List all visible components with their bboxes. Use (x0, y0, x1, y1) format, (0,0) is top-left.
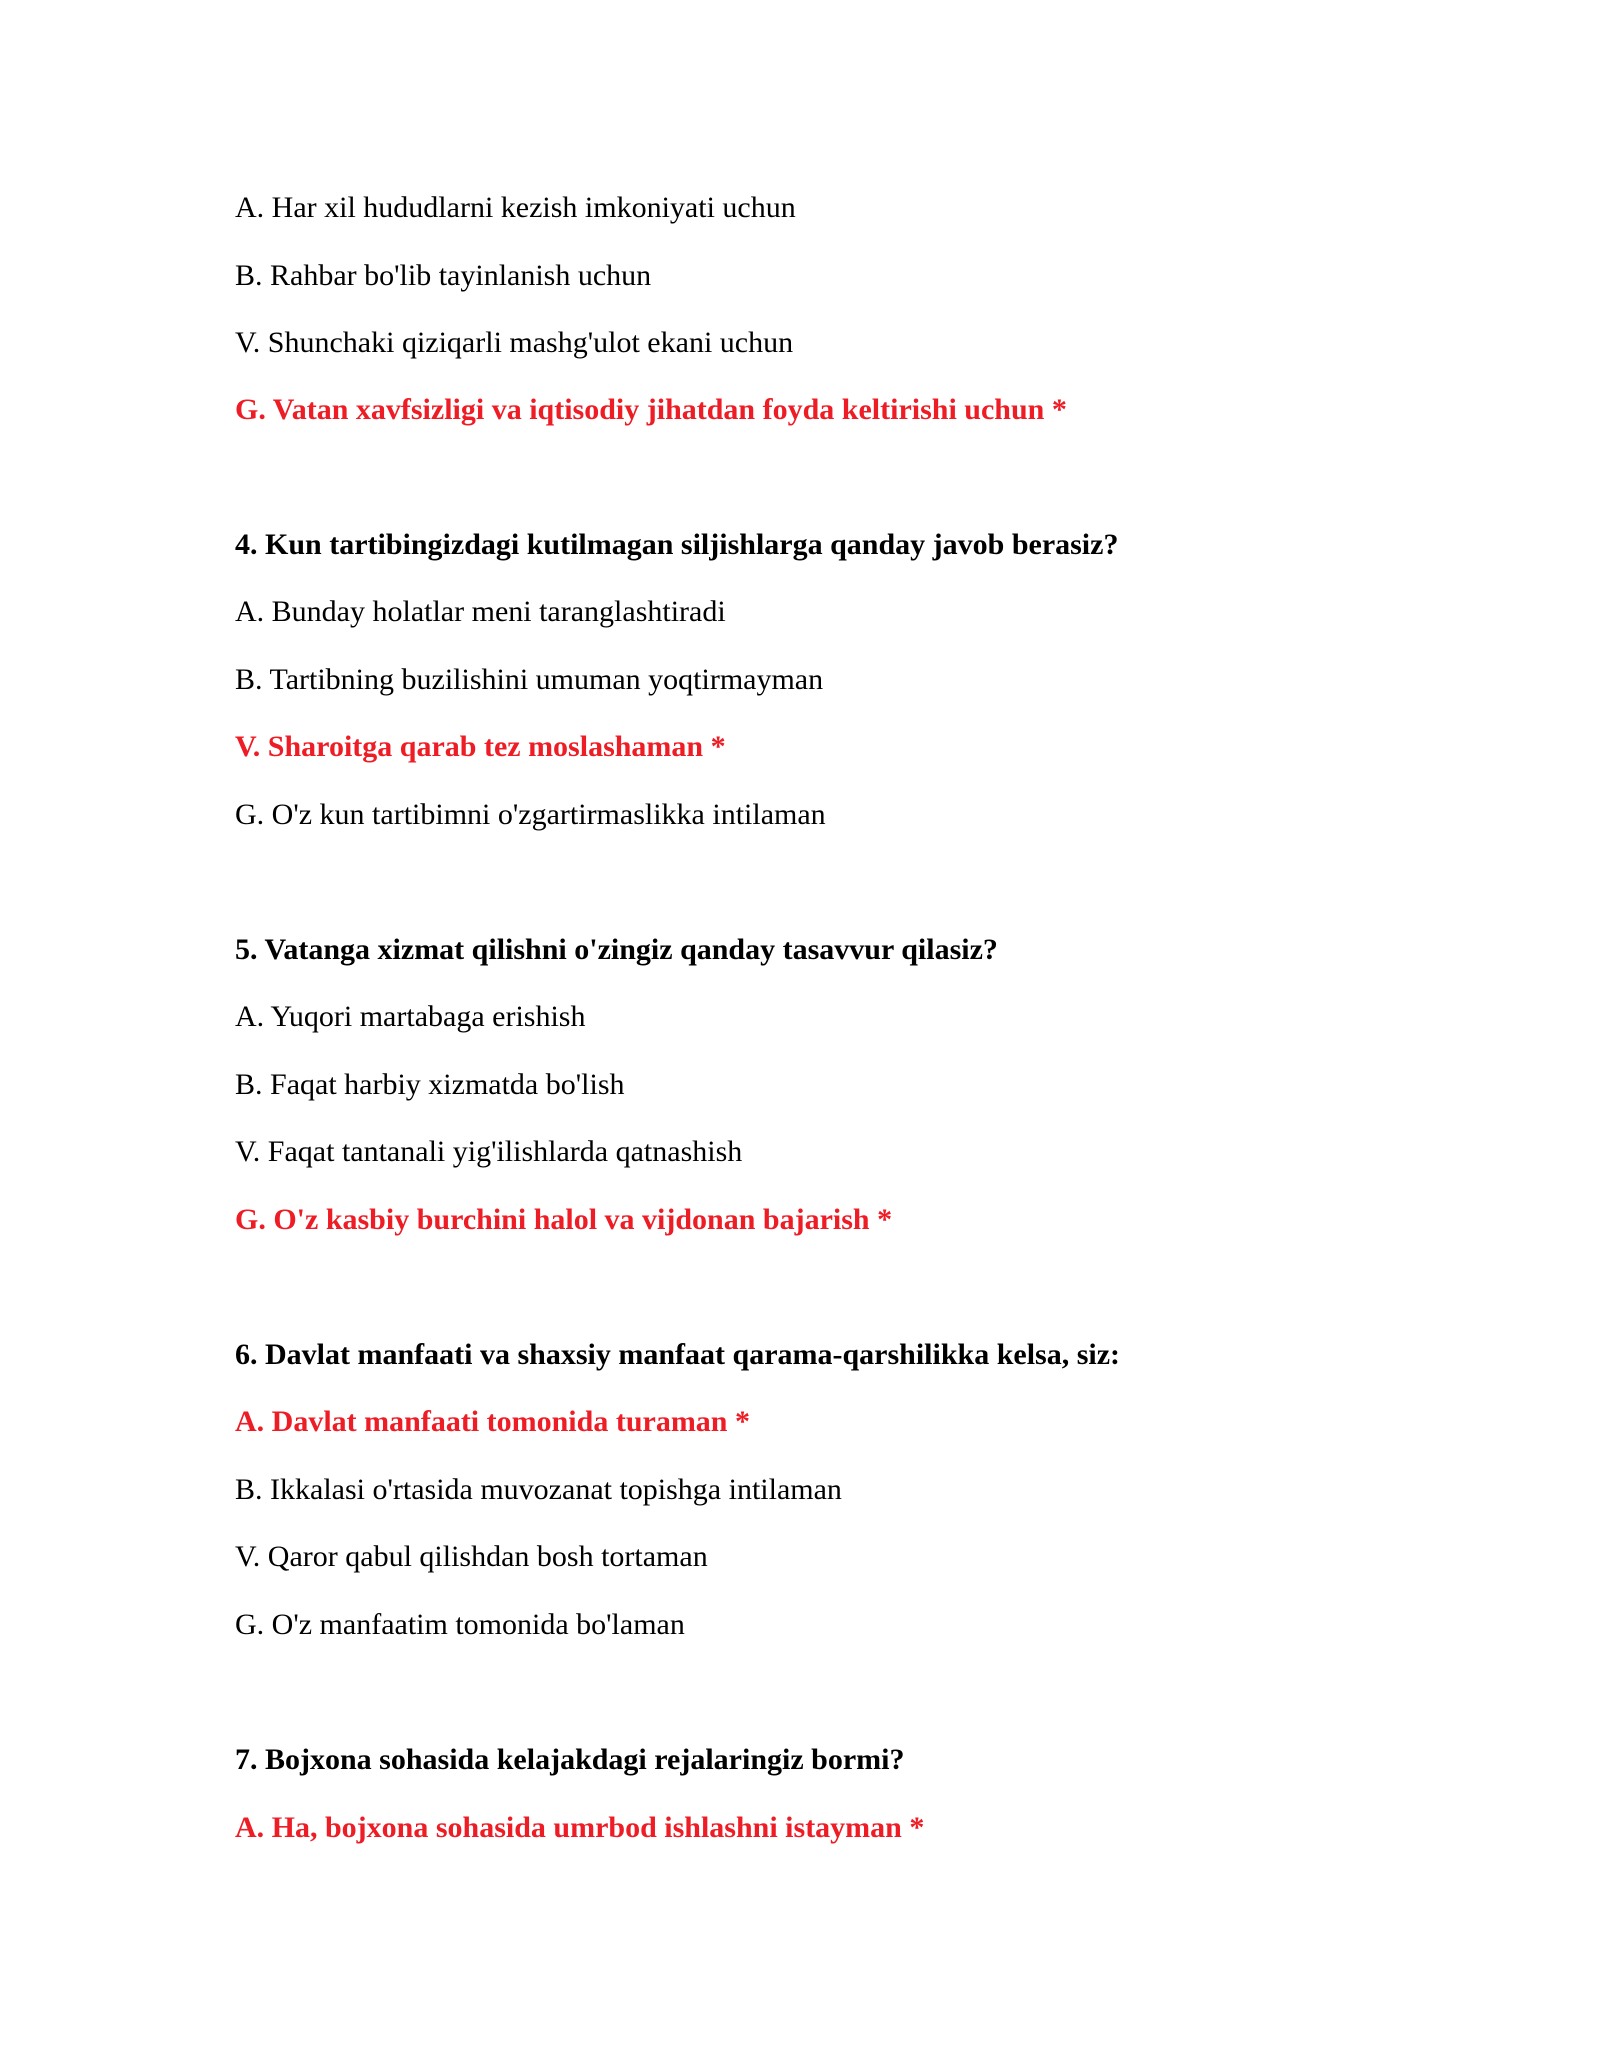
question-4: 4. Kun tartibingizdagi kutilmagan siljishlarga qanday javob berasiz? (235, 528, 1119, 561)
answer-option: V. Faqat tantanali yig'ilishlarda qatnashish (235, 1135, 743, 1168)
answer-option: B. Rahbar bo'lib tayinlanish uchun (235, 259, 652, 292)
correct-answer-option: G. O'z kasbiy burchini halol va vijdonan bajarish * (235, 1203, 893, 1236)
answer-option: B. Tartibning buzilishini umuman yoqtirmayman (235, 663, 824, 696)
question-6: 6. Davlat manfaati va shaxsiy manfaat qarama-qarshilikka kelsa, siz: (235, 1338, 1121, 1371)
correct-answer-option: G. Vatan xavfsizligi va iqtisodiy jihatdan foyda keltirishi uchun * (235, 393, 1067, 426)
answer-option: B. Ikkalasi o'rtasida muvozanat topishga intilaman (235, 1473, 842, 1506)
answer-option: A. Bunday holatlar meni taranglashtiradi (235, 595, 726, 628)
correct-answer-option: A. Ha, bojxona sohasida umrbod ishlashni istayman * (235, 1811, 925, 1844)
answer-option: A. Yuqori martabaga erishish (235, 1000, 586, 1033)
answer-option: G. O'z kun tartibimni o'zgartirmaslikka intilaman (235, 798, 826, 831)
answer-option: G. O'z manfaatim tomonida bo'laman (235, 1608, 685, 1641)
answer-option: V. Qaror qabul qilishdan bosh tortaman (235, 1540, 708, 1573)
correct-answer-option: A. Davlat manfaati tomonida turaman * (235, 1405, 750, 1438)
answer-option: A. Har xil hududlarni kezish imkoniyati uchun (235, 191, 796, 224)
correct-answer-option: V. Sharoitga qarab tez moslashaman * (235, 730, 726, 763)
answer-option: B. Faqat harbiy xizmatda bo'lish (235, 1068, 625, 1101)
question-7: 7. Bojxona sohasida kelajakdagi rejalaringiz bormi? (235, 1743, 905, 1776)
question-5: 5. Vatanga xizmat qilishni o'zingiz qanday tasavvur qilasiz? (235, 933, 998, 966)
answer-option: V. Shunchaki qiziqarli mashg'ulot ekani uchun (235, 326, 794, 359)
